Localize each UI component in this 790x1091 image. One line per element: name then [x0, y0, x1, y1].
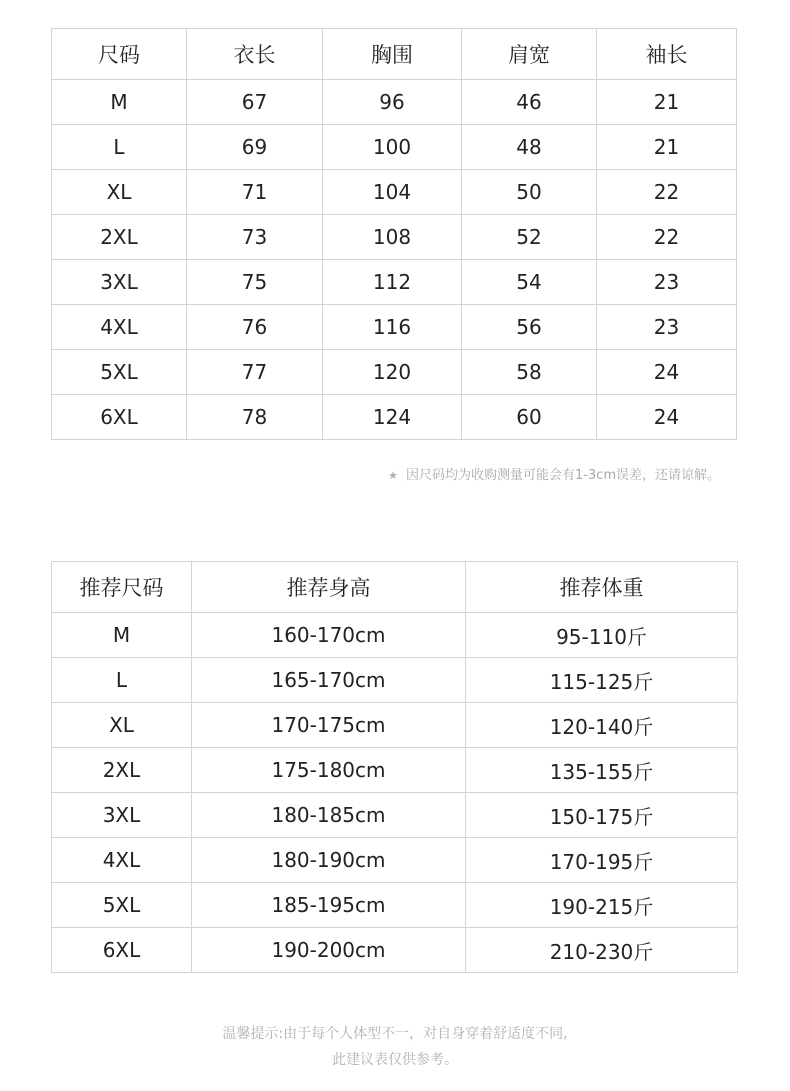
header-length: 衣长 — [187, 29, 323, 80]
measurement-error-note-text: 因尺码均为收购测量可能会有1-3cm误差，还请谅解。 — [405, 468, 720, 483]
size-cell: 4XL — [52, 838, 192, 883]
star-icon: ★ — [388, 469, 398, 482]
table-row — [52, 305, 737, 350]
size-cell: 5XL — [52, 883, 192, 928]
shoulder-cell: 56 — [462, 305, 597, 350]
size-chart-header-row — [52, 29, 737, 80]
sleeve-cell: 21 — [597, 125, 737, 170]
length-cell: 67 — [187, 80, 323, 125]
size-cell: 2XL — [52, 215, 187, 260]
chest-cell: 104 — [323, 170, 462, 215]
weight-cell: 210-230斤 — [466, 928, 738, 973]
length-cell: 76 — [187, 305, 323, 350]
header-shoulder: 肩宽 — [462, 29, 597, 80]
chest-cell: 120 — [323, 350, 462, 395]
shoulder-cell: 60 — [462, 395, 597, 440]
chest-cell: 96 — [323, 80, 462, 125]
size-cell: XL — [52, 170, 187, 215]
table-row — [52, 838, 738, 883]
sleeve-cell: 22 — [597, 215, 737, 260]
table-row — [52, 793, 738, 838]
table-row — [52, 703, 738, 748]
weight-cell: 120-140斤 — [466, 703, 738, 748]
table-row — [52, 215, 737, 260]
height-cell: 190-200cm — [192, 928, 466, 973]
chest-cell: 112 — [323, 260, 462, 305]
height-cell: 185-195cm — [192, 883, 466, 928]
shoulder-cell: 46 — [462, 80, 597, 125]
weight-cell: 150-175斤 — [466, 793, 738, 838]
size-cell: 4XL — [52, 305, 187, 350]
header-size: 尺码 — [52, 29, 187, 80]
size-chart-table — [51, 28, 737, 440]
sleeve-cell: 24 — [597, 395, 737, 440]
size-cell: M — [52, 80, 187, 125]
length-cell: 73 — [187, 215, 323, 260]
recommended-header-row — [52, 562, 738, 613]
table-row — [52, 395, 737, 440]
header-sleeve: 袖长 — [597, 29, 737, 80]
height-cell: 165-170cm — [192, 658, 466, 703]
weight-cell: 135-155斤 — [466, 748, 738, 793]
weight-cell: 95-110斤 — [466, 613, 738, 658]
warm-tip — [0, 1021, 790, 1073]
sleeve-cell: 24 — [597, 350, 737, 395]
weight-cell: 170-195斤 — [466, 838, 738, 883]
height-cell: 160-170cm — [192, 613, 466, 658]
table-row — [52, 748, 738, 793]
table-row — [52, 928, 738, 973]
size-cell: 6XL — [52, 395, 187, 440]
measurement-error-note — [388, 464, 720, 483]
size-cell: L — [52, 125, 187, 170]
table-row — [52, 658, 738, 703]
length-cell: 69 — [187, 125, 323, 170]
warm-tip-line-1: 温馨提示:由于每个人体型不一，对自身穿着舒适度不同, — [222, 1026, 568, 1042]
table-row — [52, 350, 737, 395]
shoulder-cell: 58 — [462, 350, 597, 395]
recommended-size-table — [51, 561, 738, 973]
height-cell: 180-190cm — [192, 838, 466, 883]
header-recommended-weight: 推荐体重 — [466, 562, 738, 613]
shoulder-cell: 54 — [462, 260, 597, 305]
chest-cell: 100 — [323, 125, 462, 170]
shoulder-cell: 48 — [462, 125, 597, 170]
size-cell: 3XL — [52, 793, 192, 838]
shoulder-cell: 52 — [462, 215, 597, 260]
length-cell: 78 — [187, 395, 323, 440]
table-row — [52, 80, 737, 125]
shoulder-cell: 50 — [462, 170, 597, 215]
chest-cell: 108 — [323, 215, 462, 260]
size-cell: XL — [52, 703, 192, 748]
height-cell: 175-180cm — [192, 748, 466, 793]
chest-cell: 124 — [323, 395, 462, 440]
header-recommended-height: 推荐身高 — [192, 562, 466, 613]
table-row — [52, 125, 737, 170]
weight-cell: 190-215斤 — [466, 883, 738, 928]
length-cell: 71 — [187, 170, 323, 215]
size-cell: 2XL — [52, 748, 192, 793]
size-cell: 5XL — [52, 350, 187, 395]
sleeve-cell: 23 — [597, 260, 737, 305]
length-cell: 75 — [187, 260, 323, 305]
weight-cell: 115-125斤 — [466, 658, 738, 703]
table-row — [52, 613, 738, 658]
header-chest: 胸围 — [323, 29, 462, 80]
warm-tip-line-2: 此建议表仅供参考。 — [332, 1052, 458, 1068]
sleeve-cell: 21 — [597, 80, 737, 125]
table-row — [52, 260, 737, 305]
size-cell: L — [52, 658, 192, 703]
sleeve-cell: 22 — [597, 170, 737, 215]
length-cell: 77 — [187, 350, 323, 395]
height-cell: 170-175cm — [192, 703, 466, 748]
size-cell: 6XL — [52, 928, 192, 973]
chest-cell: 116 — [323, 305, 462, 350]
sleeve-cell: 23 — [597, 305, 737, 350]
size-cell: 3XL — [52, 260, 187, 305]
height-cell: 180-185cm — [192, 793, 466, 838]
table-row — [52, 883, 738, 928]
size-cell: M — [52, 613, 192, 658]
table-row — [52, 170, 737, 215]
header-recommended-size: 推荐尺码 — [52, 562, 192, 613]
